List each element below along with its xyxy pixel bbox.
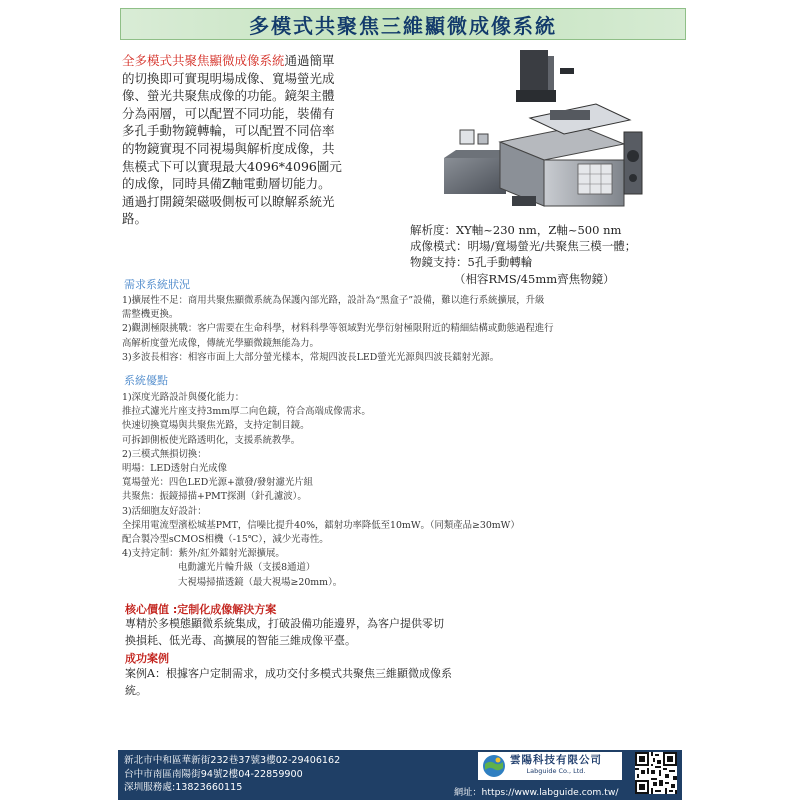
spec-row: [410, 238, 700, 254]
address-line: 深圳服務處:13823660115: [124, 782, 243, 794]
intro-line: 通過簡單: [284, 53, 335, 68]
intro-line: 通過打開鏡架磁吸側板可以瞭解系統光: [122, 193, 335, 209]
intro-line: 的成像，同時具備Z軸電動層切能力。: [122, 176, 331, 192]
intro-paragraph: [122, 52, 394, 228]
advantage-line: 可拆卸側板使光路透明化，支援系統教學。: [122, 434, 301, 446]
spec-value: （相容RMS/45mm齊焦物鏡）: [454, 271, 615, 286]
intro-line: 的物鏡實現不同視場與解析度成像，共: [122, 140, 335, 156]
microscope-illustration: [400, 46, 680, 216]
spec-row: [410, 222, 700, 238]
spec-label: 解析度：: [410, 223, 456, 237]
company-logo: [478, 752, 622, 780]
advantage-line: 寬場螢光：四色LED光源+激發/發射濾光片組: [122, 477, 313, 489]
footer: [118, 750, 682, 800]
intro-highlight: 全多模式共聚焦顯微成像系統: [122, 53, 285, 68]
spec-value: 明場/寬場螢光/共聚焦三模一體；: [467, 239, 637, 254]
intro-line: 分為兩層，可以配置不同功能，裝備有: [122, 105, 335, 121]
advantage-line: 2)三模式無損切換：: [122, 448, 207, 460]
case-line: 統。: [125, 684, 147, 697]
intro-line: 的切換即可實現明場成像、寬場螢光成: [122, 70, 335, 86]
advantage-line: 4)支持定制：紫外/紅外鐳射光源擴展。: [122, 548, 285, 560]
spec-label: 物鏡支持：: [410, 255, 468, 270]
company-name: [510, 755, 602, 777]
demand-line: 高解析度螢光成像，傳統光學顯微鏡無能為力。: [122, 337, 319, 349]
qr-code-icon: [635, 752, 677, 794]
case-title: 成功案例: [125, 652, 169, 665]
address-line: 台中市南區南陽街94號2樓04-22859900: [124, 768, 303, 780]
case-text: [125, 665, 525, 699]
intro-line: 像、螢光共聚焦成像的功能。鏡架主體: [122, 88, 335, 104]
intro-line: 路。: [122, 211, 148, 227]
demand-line: 需整機更換。: [122, 309, 179, 321]
company-name-en: Labguide Co., Ltd.: [526, 767, 586, 775]
spec-row: [410, 254, 700, 270]
spec-list: [410, 222, 700, 287]
advantage-line: 大視場掃描透鏡（最大視場≥20mm）。: [178, 576, 343, 588]
demand-section-title: 需求系統狀況: [124, 278, 190, 291]
advantage-line: 共聚焦：振鏡掃描+PMT探測（針孔濾波）。: [122, 491, 307, 503]
core-value-text: [125, 615, 545, 649]
advantage-line: 全採用電流型濱松城基PMT，信噪比提升40%，鐳射功率降低至10mW。（同類產品≥30mW）: [122, 519, 520, 531]
title-banner: [120, 8, 686, 40]
website-link[interactable]: 網址：https://www.labguide.com.tw/: [454, 787, 619, 798]
address-line: 新北市中和區華新街232巷37號3樓02-29406162: [124, 755, 341, 766]
spec-row: [410, 271, 700, 287]
globe-icon: [482, 754, 506, 778]
core-value-title: 核心價值 :定制化成像解決方案: [125, 603, 277, 616]
advantage-line: 配合製冷型sCMOS相機（-15℃），減少光毒性。: [122, 534, 329, 546]
spec-value: XY軸~230 nm，Z軸~500 nm: [456, 223, 622, 237]
footer-addresses: [124, 754, 340, 795]
page-title: 多模式共聚焦三維顯微成像系統: [249, 13, 557, 38]
demand-line: 2)觀測極限挑戰：客户需要在生命科學，材料科學等領域對光學衍射極限附近的精細結構或動態過程進行: [122, 323, 554, 335]
advantage-line: 1)深度光路設計與優化能力：: [122, 392, 245, 403]
core-line: 專精於多模態顯微系統集成，打破設備功能邊界，為客户提供零切: [125, 617, 444, 630]
case-line: 案例A：根據客户定制需求，成功交付多模式共聚焦三維顯微成像系: [125, 667, 452, 680]
spec-label: 成像模式：: [410, 239, 468, 254]
advantage-line: 电動濾光片輪升級（支援8通道）: [178, 562, 316, 574]
demand-line: 1)擴展性不足：商用共聚焦顯微系統為保護內部光路，設計為“黑盒子”設備，難以進行系統擴展，升級: [122, 295, 545, 306]
advantage-line: 明場：LED透射白光成像: [122, 463, 227, 475]
advantages-section-title: 系統優點: [124, 374, 168, 387]
demand-line: 3)多波長相容：相容市面上大部分螢光樣本，常規四波長LED螢光光源與四波長鐳射光源。: [122, 351, 500, 363]
spec-value: 5孔手動轉輪: [467, 255, 533, 270]
advantage-line: 3)活細胞友好設計：: [122, 505, 207, 517]
intro-line: 焦模式下可以實現最大4096*4096圖元: [122, 158, 342, 174]
company-name-cn: 雲陽科技有限公司: [510, 754, 602, 766]
intro-line: 多孔手動物鏡轉輪，可以配置不同倍率: [122, 123, 335, 139]
demand-section-body: [122, 294, 554, 365]
core-line: 換損耗、低光毒、高擴展的智能三維成像平臺。: [125, 634, 356, 647]
advantage-line: 快速切換寬場與共聚焦光路，支持定制目鏡。: [122, 420, 310, 432]
advantages-section-body: [122, 391, 520, 590]
advantage-line: 推拉式濾光片座支持3mm厚二向色鏡，符合高端成像需求。: [122, 406, 371, 418]
